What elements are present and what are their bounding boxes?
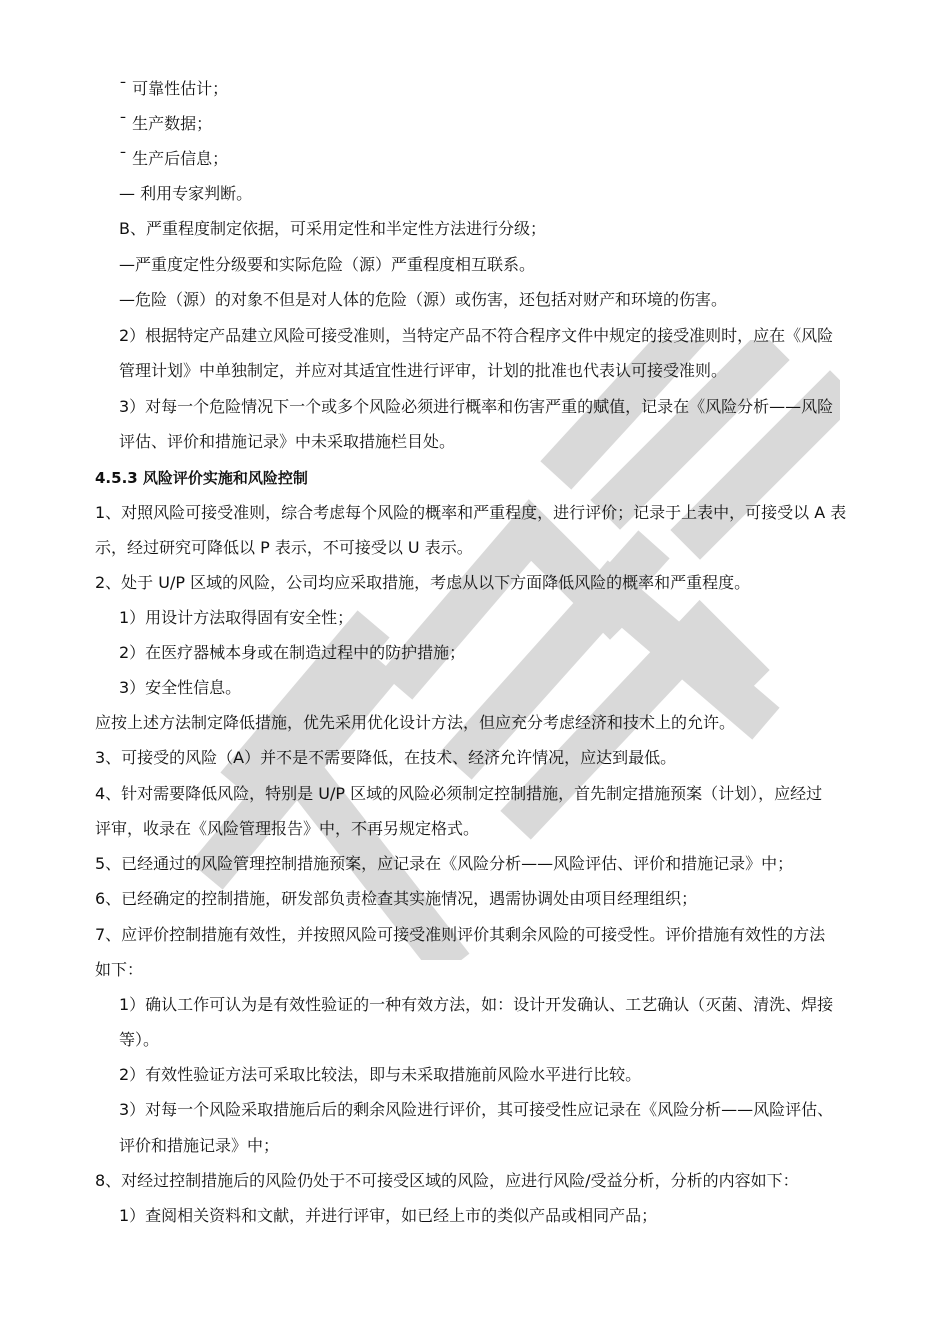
doc-line-3: ¯ 生产后信息； <box>119 149 229 168</box>
doc-line-10: 3）对每一个危险情况下一个或多个风险必须进行概率和伤害严重的赋值，记录在《风险分析——风险 <box>119 397 834 416</box>
doc-line-1: ¯ 可靠性估计； <box>119 79 229 98</box>
doc-line-27: 1）确认工作可认为是有效性验证的一种有效方法，如：设计开发确认、工艺确认（灭菌、清洗、焊接 <box>119 995 834 1014</box>
section-heading-4-5-3: 4.5.3 风险评价实施和风险控制 <box>95 469 308 487</box>
doc-line-32: 8、对经过控制措施后的风险仍处于不可接受区域的风险，应进行风险/受益分析，分析的内容如下： <box>95 1171 799 1190</box>
doc-line-21: 4、针对需要降低风险，特别是 U/P 区域的风险必须制定控制措施，首先制定措施预案（计划），应经过 <box>95 784 823 803</box>
doc-line-7: —危险（源）的对象不但是对人体的危险（源）或伤害，还包括对财产和环境的伤害。 <box>119 290 728 309</box>
doc-line-20: 3、可接受的风险（A）并不是不需要降低，在技术、经济允许情况，应达到最低。 <box>95 748 677 767</box>
doc-line-2: ¯ 生产数据； <box>119 114 213 133</box>
doc-line-25: 7、应评价控制措施有效性，并按照风险可接受准则评价其剩余风险的可接受性。评价措施有效性的方法 <box>95 925 826 944</box>
doc-line-23: 5、已经通过的风险管理控制措施预案，应记录在《风险分析——风险评估、评价和措施记录》中； <box>95 854 794 873</box>
doc-line-13: 1、对照风险可接受准则，综合考虑每个风险的概率和严重程度，进行评价；记录于上表中，可接受以 A 表 <box>95 503 847 522</box>
doc-line-33: 1）查阅相关资料和文献，并进行评审，如已经上市的类似产品或相同产品； <box>119 1206 658 1225</box>
doc-line-18: 3）安全性信息。 <box>119 678 242 697</box>
doc-line-24: 6、已经确定的控制措施，研发部负责检查其实施情况，遇需协调处由项目经理组织； <box>95 889 698 908</box>
doc-line-19: 应按上述方法制定降低措施，优先采用优化设计方法，但应充分考虑经济和技术上的允许。 <box>95 713 736 732</box>
doc-line-26: 如下： <box>95 960 144 979</box>
doc-line-14: 示，经过研究可降低以 P 表示，不可接受以 U 表示。 <box>95 538 473 557</box>
doc-line-9: 管理计划》中单独制定，并应对其适宜性进行评审，计划的批准也代表认可接受准则。 <box>119 361 728 380</box>
doc-line-6: —严重度定性分级要和实际危险（源）严重程度相互联系。 <box>119 255 536 274</box>
doc-line-31: 评价和措施记录》中； <box>119 1136 280 1155</box>
doc-line-4: — 利用专家判断。 <box>119 184 253 203</box>
doc-line-30: 3）对每一个风险采取措施后后的剩余风险进行评价，其可接受性应记录在《风险分析——风险评估、 <box>119 1100 834 1119</box>
doc-line-22: 评审，收录在《风险管理报告》中，不再另规定格式。 <box>95 819 480 838</box>
doc-line-8: 2）根据特定产品建立风险可接受准则，当特定产品不符合程序文件中规定的接受准则时，应在《风险 <box>119 326 834 345</box>
doc-line-15: 2、处于 U/P 区域的风险，公司均应采取措施，考虑从以下方面降低风险的概率和严重程度。 <box>95 573 751 592</box>
doc-line-16: 1）用设计方法取得固有安全性； <box>119 608 354 627</box>
doc-line-29: 2）有效性验证方法可采取比较法，即与未采取措施前风险水平进行比较。 <box>119 1065 642 1084</box>
doc-line-5: B、严重程度制定依据，可采用定性和半定性方法进行分级； <box>119 219 546 238</box>
doc-line-11: 评估、评价和措施记录》中未采取措施栏目处。 <box>119 432 456 451</box>
doc-line-17: 2）在医疗器械本身或在制造过程中的防护措施； <box>119 643 466 662</box>
doc-line-28: 等）。 <box>119 1030 160 1049</box>
